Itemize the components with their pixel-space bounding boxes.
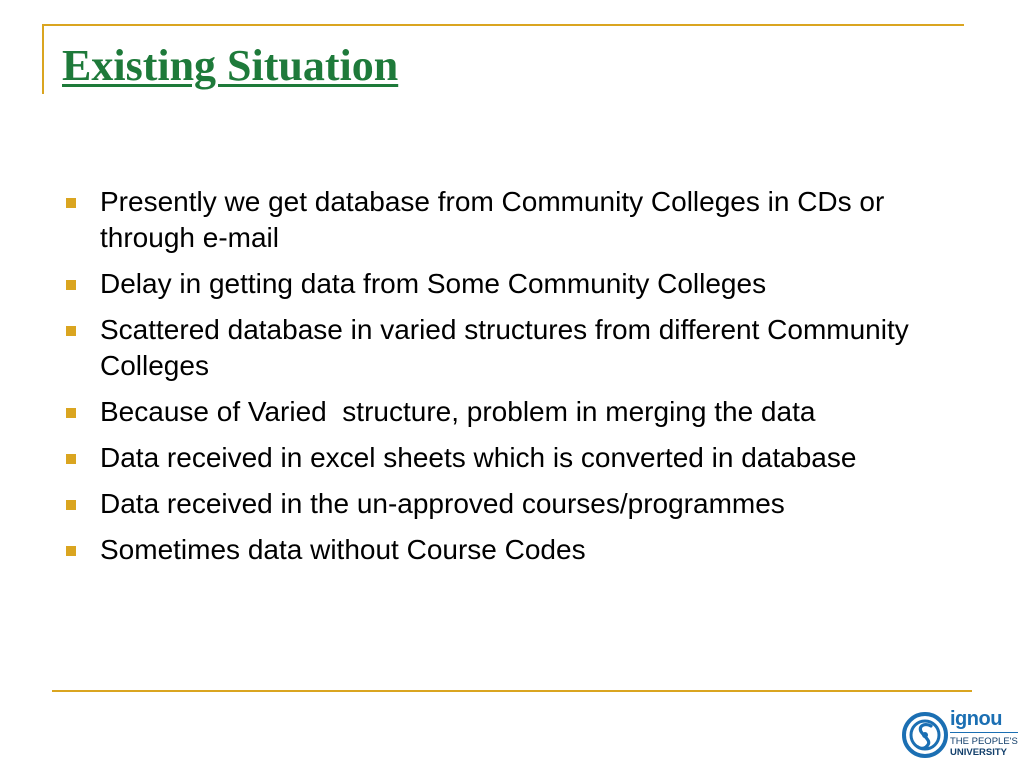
bullet-list xyxy=(62,184,962,578)
ignou-logo xyxy=(900,708,1020,764)
bullet-text: Presently we get database from Community Colleges in CDs or through e-mail xyxy=(100,186,885,253)
square-bullet-icon xyxy=(66,454,76,464)
square-bullet-icon xyxy=(66,326,76,336)
bullet-text: Sometimes data without Course Codes xyxy=(100,534,586,565)
bullet-text: Scattered database in varied structures from different Community Colleges xyxy=(100,314,909,381)
logo-name: ignou xyxy=(950,708,1002,730)
logo-text xyxy=(950,708,1020,764)
logo-tagline-line2: UNIVERSITY xyxy=(950,747,1008,758)
bullet-text: Because of Varied structure, problem in merging the data xyxy=(100,396,816,427)
bullet-item xyxy=(62,486,962,522)
bullet-text: Data received in the un-approved courses/programmes xyxy=(100,488,785,519)
bullet-item xyxy=(62,532,962,568)
frame-vertical-line xyxy=(42,24,44,94)
bullet-item xyxy=(62,266,962,302)
bullet-item xyxy=(62,394,962,430)
logo-tagline-line1: THE PEOPLE'S xyxy=(950,736,1018,747)
bullet-text: Delay in getting data from Some Community Colleges xyxy=(100,268,767,299)
frame-top-line xyxy=(42,24,964,26)
bullet-text: Data received in excel sheets which is converted in database xyxy=(100,442,857,473)
logo-divider xyxy=(950,732,1018,733)
square-bullet-icon xyxy=(66,408,76,418)
bullet-item xyxy=(62,440,962,476)
ignou-emblem-icon xyxy=(902,712,948,758)
square-bullet-icon xyxy=(66,546,76,556)
slide-title: Existing Situation xyxy=(62,41,399,90)
square-bullet-icon xyxy=(66,198,76,208)
square-bullet-icon xyxy=(66,280,76,290)
bullet-item xyxy=(62,184,962,256)
bullet-item xyxy=(62,312,962,384)
frame-bottom-line xyxy=(52,690,972,692)
square-bullet-icon xyxy=(66,500,76,510)
